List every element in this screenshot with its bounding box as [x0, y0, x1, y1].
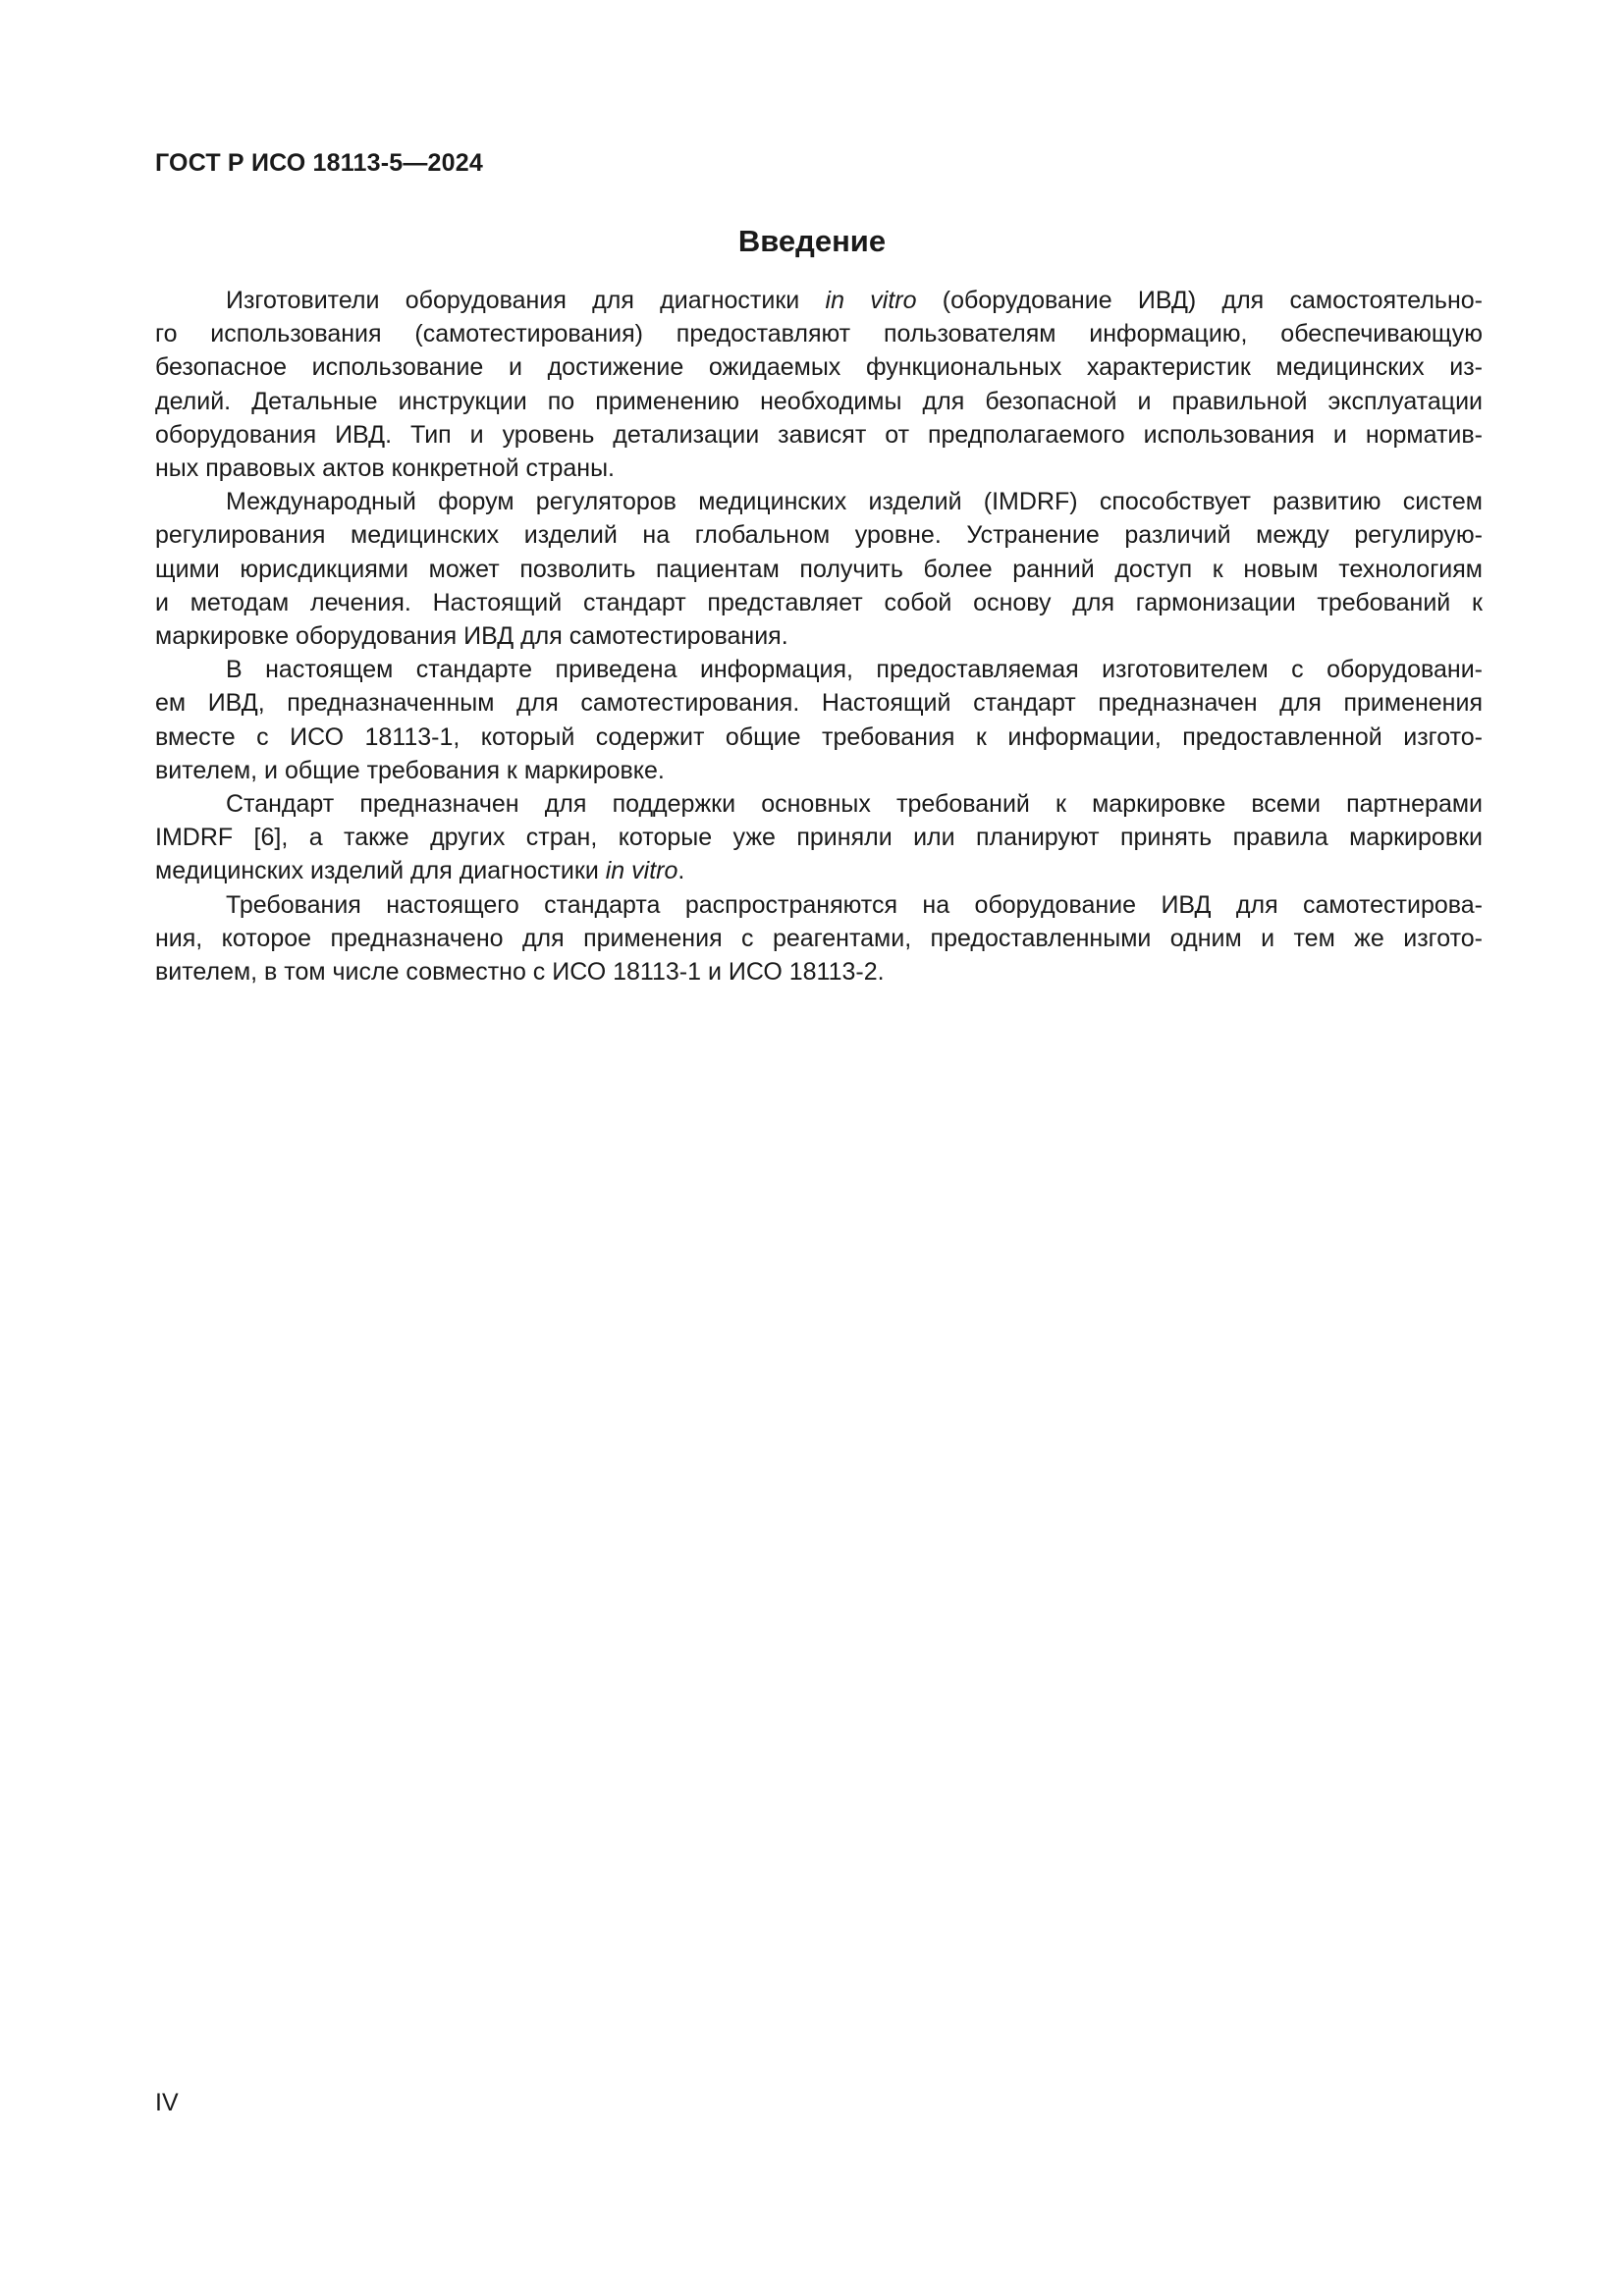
text-line: щими юрисдикциями может позволить пациентам получить более ранний доступ к новым технологиям — [155, 555, 1483, 583]
text-line: вителем, и общие требования к маркировке. — [155, 756, 665, 784]
text-line: В настоящем стандарте приведена информация, предоставляемая изготовителем с оборудовани- — [226, 656, 1483, 684]
paragraph — [155, 653, 1483, 787]
text-line: вместе с ИСО 18113-1, который содержит общие требования к информации, предоставленной изгото- — [155, 722, 1483, 751]
text-line: медицинских изделий для диагностики in vitro. — [155, 857, 685, 885]
introduction-body — [155, 284, 1483, 988]
paragraph — [155, 888, 1483, 989]
document-code: ГОСТ Р ИСО 18113-5—2024 — [155, 149, 483, 177]
text-line: Требования настоящего стандарта распространяются на оборудование ИВД для самотестирова- — [226, 890, 1483, 919]
paragraph — [155, 485, 1483, 653]
text-line: оборудования ИВД. Тип и уровень детализации зависят от предполагаемого использования и норматив- — [155, 420, 1483, 449]
text-line: делий. Детальные инструкции по применению необходимы для безопасной и правильной эксплуатации — [155, 387, 1483, 415]
page-number: IV — [155, 2089, 179, 2116]
text-line: IMDRF [6], а также других стран, которые уже приняли или планируют принять правила маркировки — [155, 824, 1483, 852]
text-line: Изготовители оборудования для диагностики in vitro (оборудование ИВД) для самостоятельно- — [226, 287, 1483, 314]
text-line: ных правовых актов конкретной страны. — [155, 454, 615, 483]
text-line: маркировке оборудования ИВД для самотестирования. — [155, 622, 788, 651]
text-line: вителем, в том числе совместно с ИСО 18113-1 и ИСО 18113-2. — [155, 958, 885, 987]
text-line: и методам лечения. Настоящий стандарт представляет собой основу для гармонизации требований к — [155, 588, 1483, 616]
text-line: го использования (самотестирования) предоставляют пользователям информацию, обеспечивающую — [155, 320, 1483, 348]
text-line: ния, которое предназначено для применения с реагентами, предоставленными одним и тем же изгото- — [155, 924, 1483, 952]
italic-term: in vitro — [825, 287, 917, 314]
text-line: регулирования медицинских изделий на глобальном уровне. Устранение различий между регулирую- — [155, 521, 1483, 550]
text-line: Международный форум регуляторов медицинских изделий (IMDRF) способствует развитию систем — [226, 488, 1483, 516]
italic-term: in vitro — [605, 857, 678, 885]
paragraph — [155, 284, 1483, 485]
section-title: Введение — [737, 224, 887, 258]
text-line: безопасное использование и достижение ожидаемых функциональных характеристик медицинских из- — [155, 353, 1483, 382]
paragraph — [155, 787, 1483, 888]
text-line: Стандарт предназначен для поддержки основных требований к маркировке всеми партнерами — [226, 790, 1483, 819]
text-line: ем ИВД, предназначенным для самотестирования. Настоящий стандарт предназначен для применения — [155, 689, 1483, 718]
